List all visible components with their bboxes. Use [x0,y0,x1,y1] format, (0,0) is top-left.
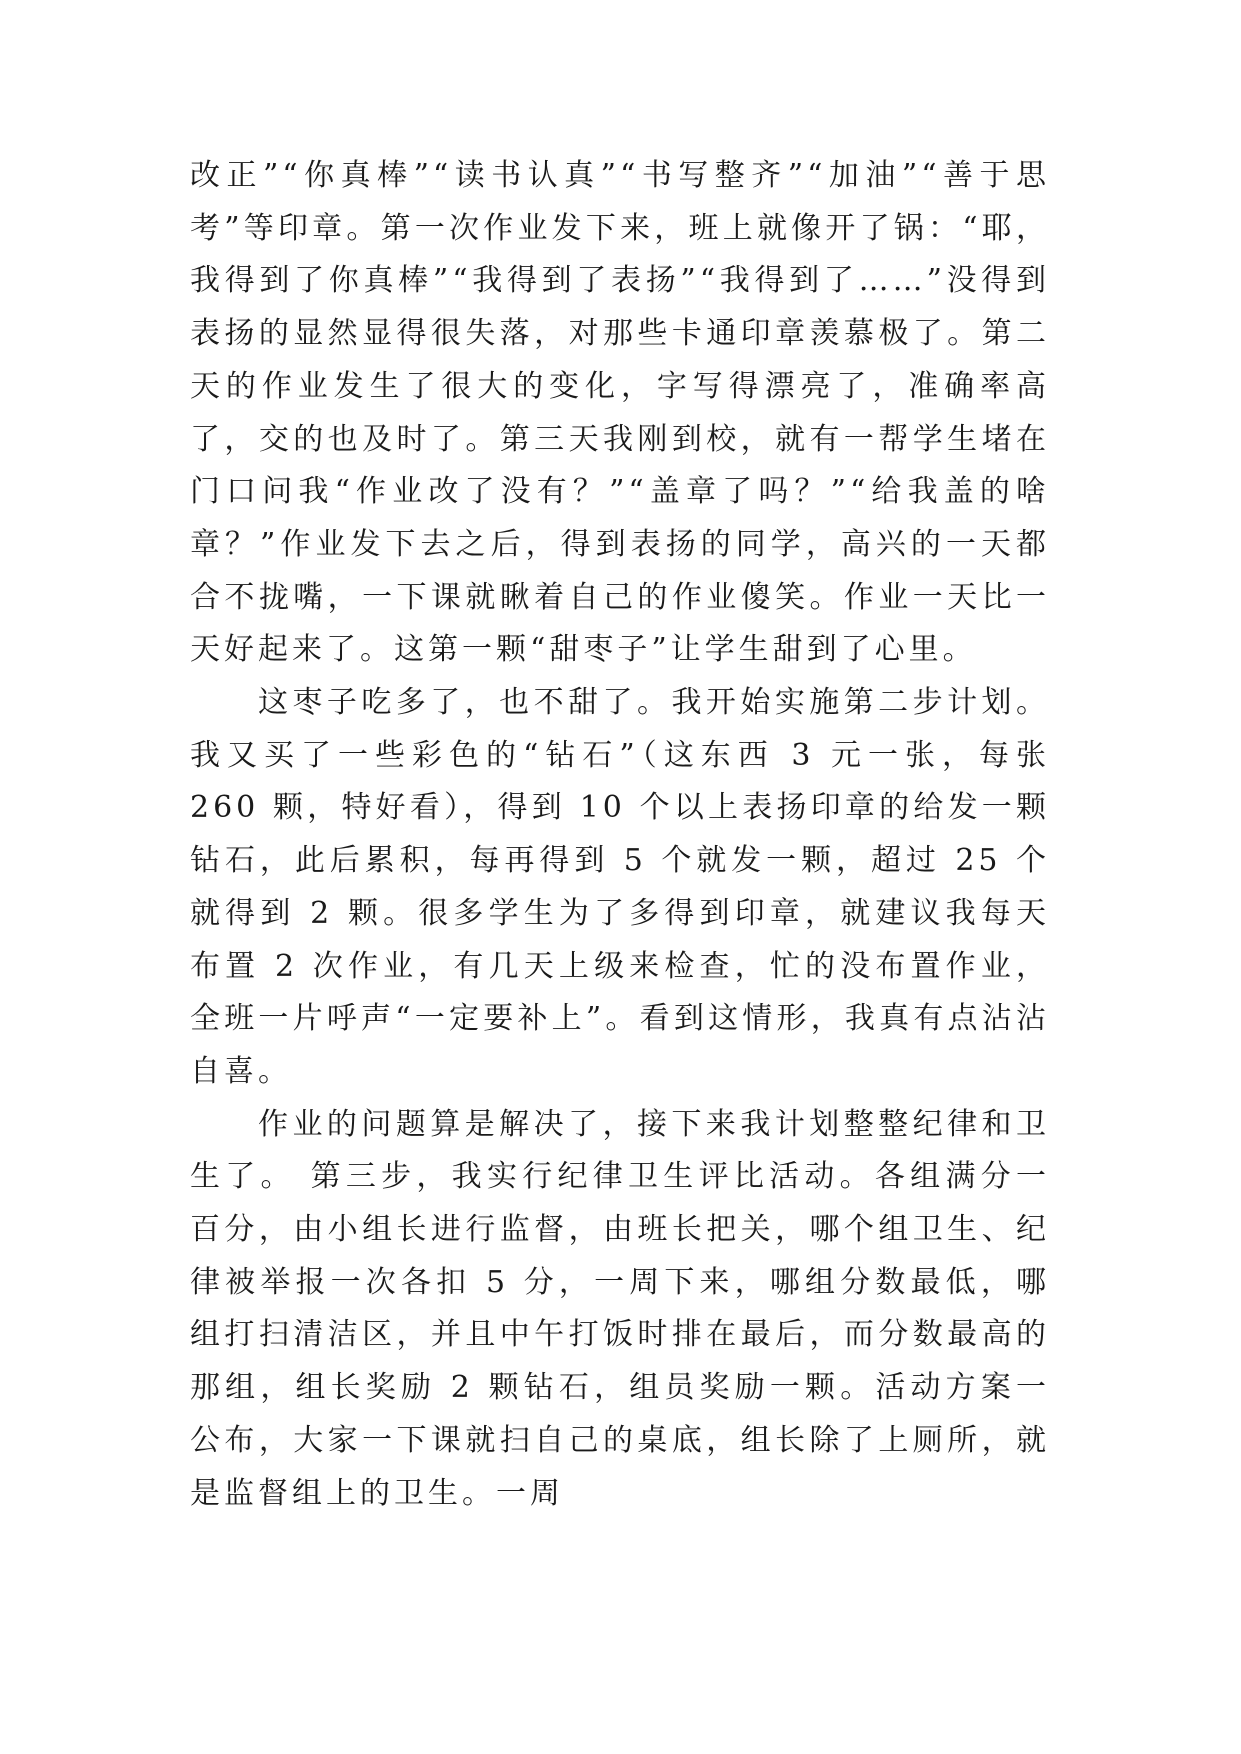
document-page [190,150,1050,1520]
paragraph-2: 这枣子吃多了，也不甜了。我开始实施第二步计划。我又买了一些彩色的“钻石”（这东西 3 元一张，每张 260 颗，特好看），得到 10 个以上表扬印章的给发一颗钻石，此后累积，每再得到 5 个就发一颗，超过 25 个就得到 2 颗。很多学生为了多得到印章，就建议我每天布置 2 次作业，有几天上级来检查，忙的没布置作业，全班一片呼声“一定要补上”。看到这情形，我真有点沾沾自喜。 [190,685,1050,1089]
paragraph-1: 改正”“你真棒”“读书认真”“书写整齐”“加油”“善于思考”等印章。第一次作业发下来，班上就像开了锅：“耶，我得到了你真棒”“我得到了表扬”“我得到了……”没得到表扬的显然显得很失落，对那些卡通印章羡慕极了。第二天的作业发生了很大的变化，字写得漂亮了，准确率高了，交的也及时了。第三天我刚到校，就有一帮学生堵在门口问我“作业改了没有？”“盖章了吗？”“给我盖的啥章？”作业发下去之后，得到表扬的同学，高兴的一天都合不拢嘴，一下课就瞅着自己的作业傻笑。作业一天比一天好起来了。这第一颗“甜枣子”让学生甜到了心里。 [190,158,1050,668]
paragraph-3: 作业的问题算是解决了，接下来我计划整整纪律和卫生了。 第三步，我实行纪律卫生评比活动。各组满分一百分，由小组长进行监督，由班长把关，哪个组卫生、纪律被举报一次各扣 5 分，一周下来，哪组分数最低，哪组打扫清洁区，并且中午打饭时排在最后，而分数最高的那组，组长奖励 2 颗钻石，组员奖励一颗。活动方案一公布，大家一下课就扫自己的桌底，组长除了上厕所，就是监督组上的卫生。一周 [190,1106,1050,1511]
